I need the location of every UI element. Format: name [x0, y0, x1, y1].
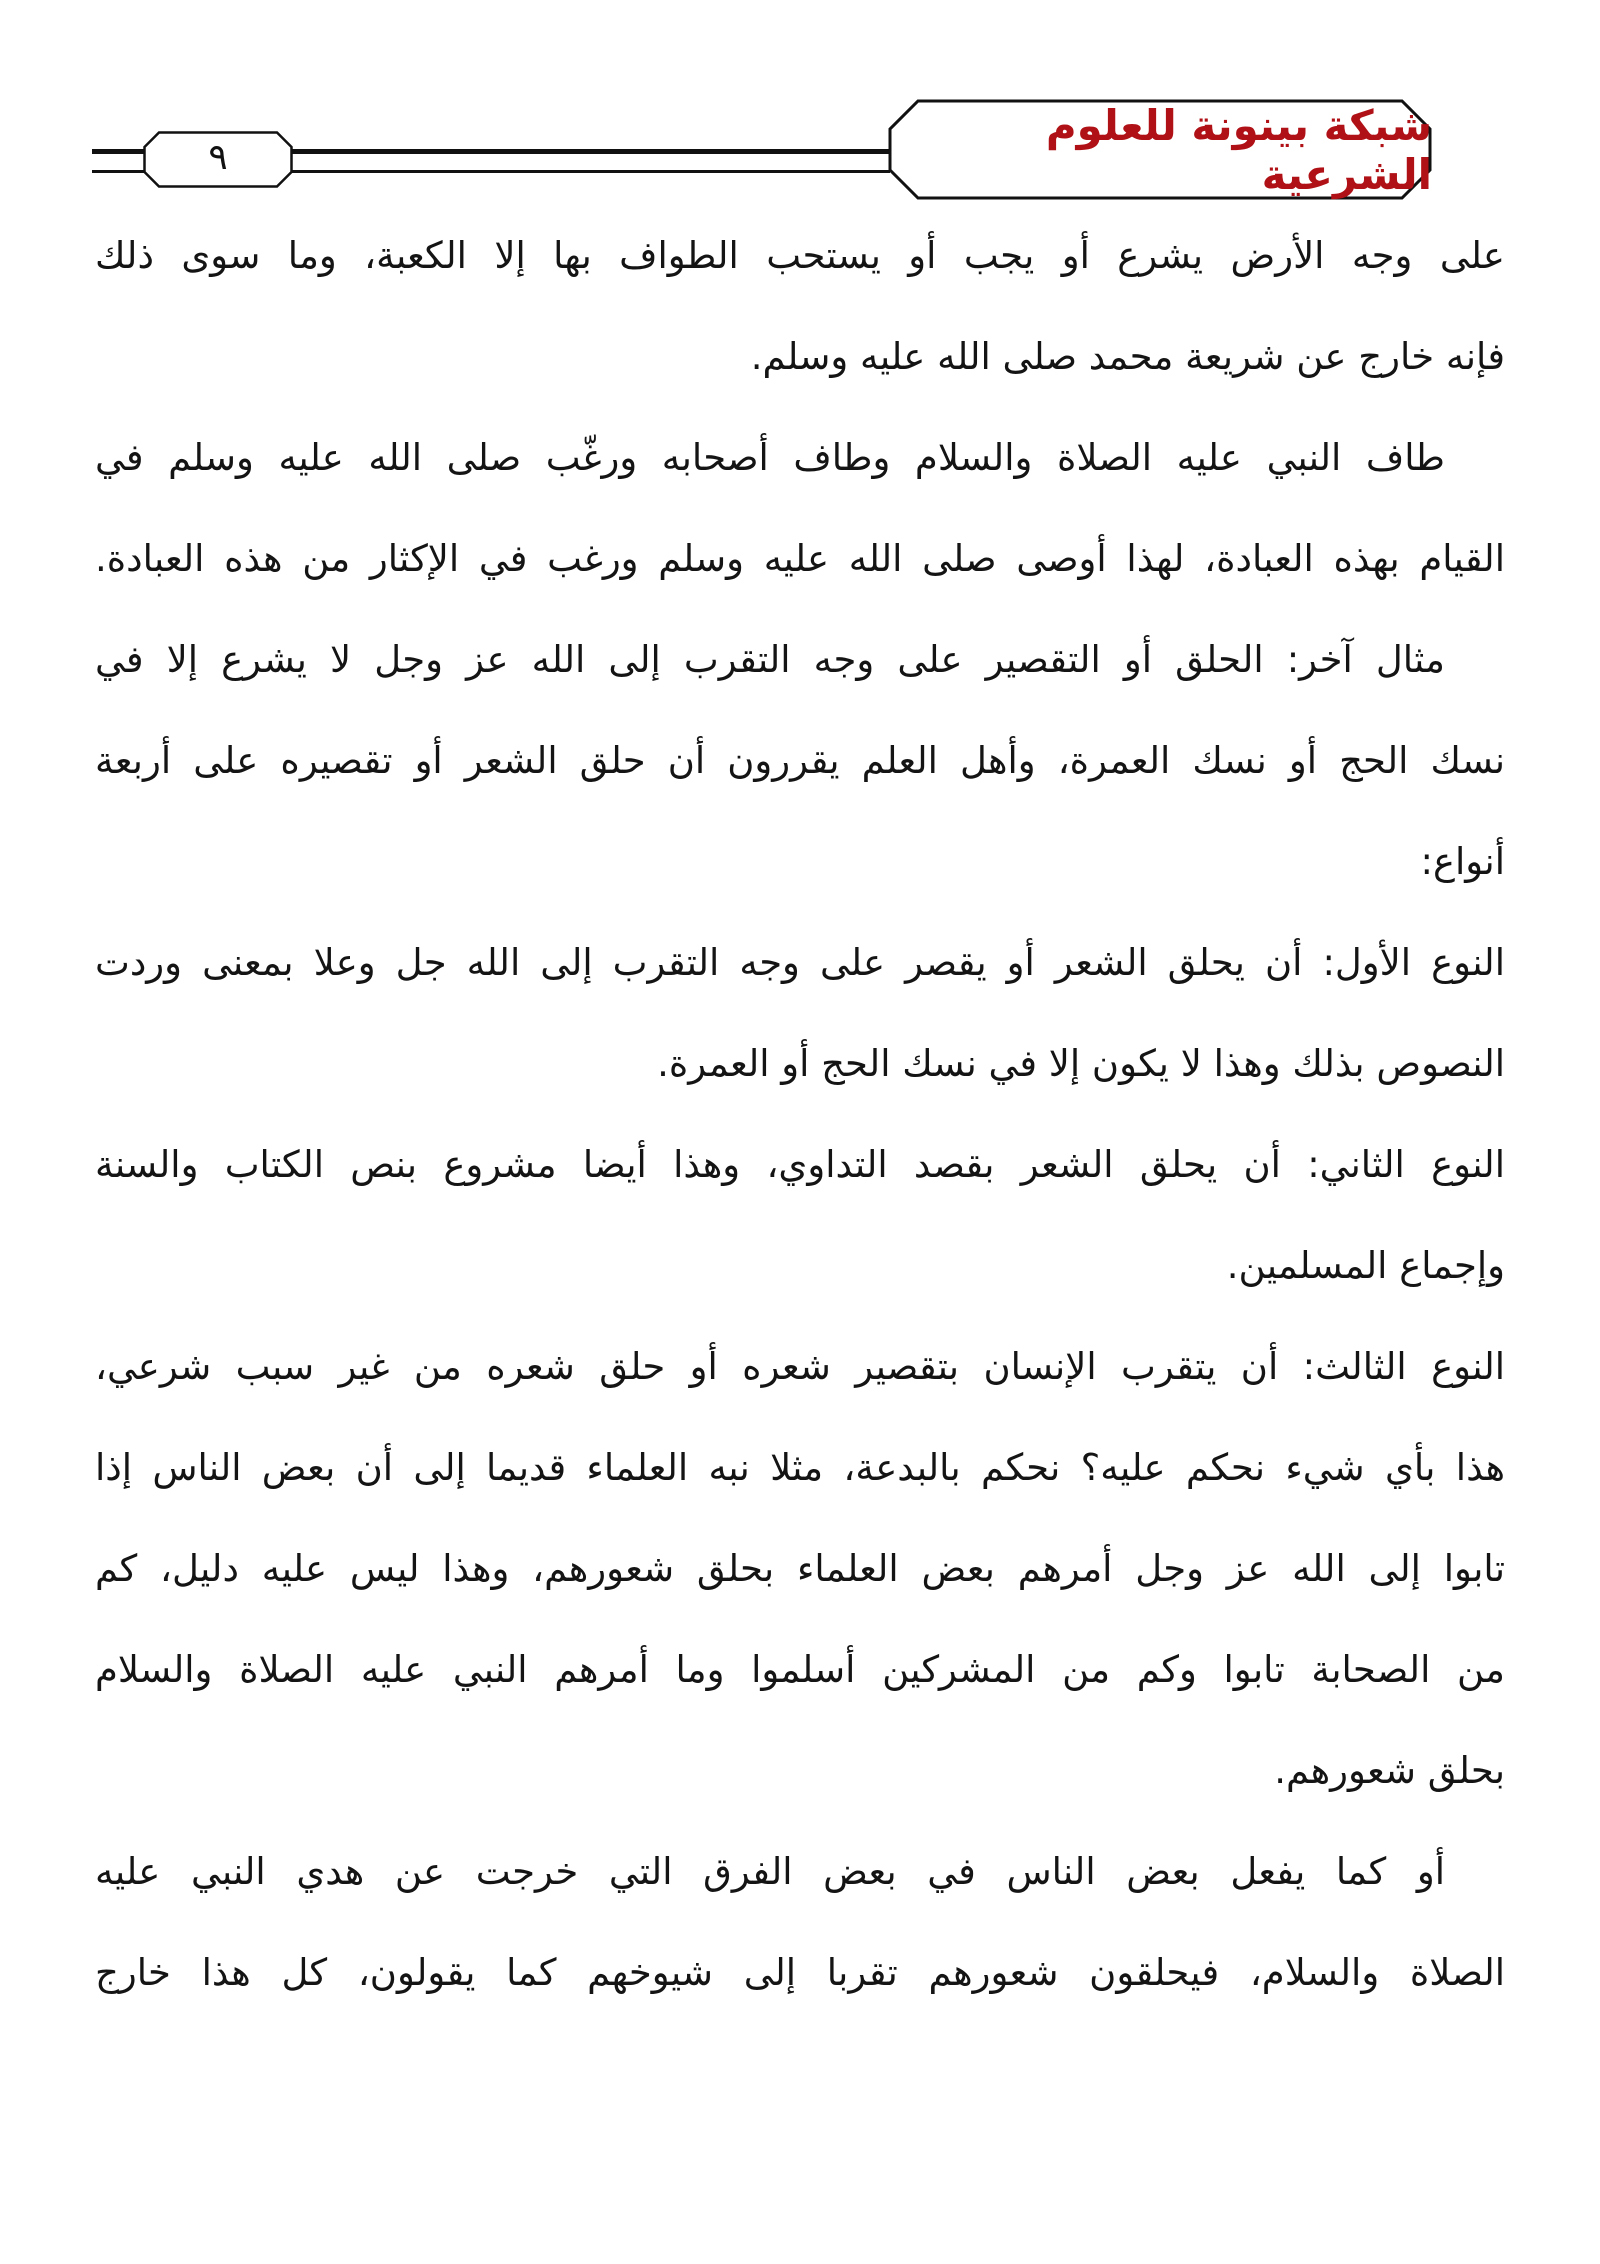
- text-line: النوع الثاني: أن يحلق الشعر بقصد التداوي، وهذا أيضا مشروع بنص الكتاب والسنة: [95, 1143, 1505, 1186]
- text-line: وإجماع المسلمين.: [1226, 1244, 1505, 1287]
- text-line: النصوص بذلك وهذا لا يكون إلا في نسك الحج أو العمرة.: [657, 1042, 1505, 1085]
- page-number-box: [143, 131, 293, 188]
- site-title-box: [888, 99, 1432, 200]
- text-line: الصلاة والسلام، فيحلقون شعورهم تقربا إلى شيوخهم كما يقولون، كل هذا خارج: [95, 1951, 1505, 1994]
- text-line: تابوا إلى الله عز وجل أمرهم بعض العلماء بحلق شعورهم، وهذا ليس عليه دليل، كم: [95, 1547, 1505, 1590]
- site-title: شبكة بينونة للعلوم الشرعية: [1045, 100, 1432, 199]
- text-line: القيام بهذه العبادة، لهذا أوصى صلى الله عليه وسلم ورغب في الإكثار من هذه العبادة.: [95, 537, 1505, 580]
- text-line: على وجه الأرض يشرع أو يجب أو يستحب الطواف بها إلا الكعبة، وما سوى ذلك: [95, 234, 1505, 277]
- text-line: بحلق شعورهم.: [1274, 1749, 1505, 1792]
- text-line: أنواع:: [1420, 840, 1505, 883]
- text-line: النوع الأول: أن يحلق الشعر أو يقصر على وجه التقرب إلى الله جل وعلا بمعنى وردت: [95, 941, 1505, 984]
- text-line: فإنه خارج عن شريعة محمد صلى الله عليه وسلم.: [750, 335, 1505, 378]
- text-line: نسك الحج أو نسك العمرة، وأهل العلم يقررون أن حلق الشعر أو تقصيره على أربعة: [95, 739, 1505, 782]
- text-line: طاف النبي عليه الصلاة والسلام وطاف أصحابه ورغّب صلى الله عليه وسلم في: [95, 436, 1445, 479]
- text-line: مثال آخر: الحلق أو التقصير على وجه التقرب إلى الله عز وجل لا يشرع إلا في: [95, 638, 1445, 681]
- text-line: أو كما يفعل بعض الناس في بعض الفرق التي خرجت عن هدي النبي عليه: [95, 1850, 1445, 1893]
- text-line: من الصحابة تابوا وكم من المشركين أسلموا وما أمرهم النبي عليه الصلاة والسلام: [95, 1648, 1505, 1691]
- text-line: هذا بأي شيء نحكم عليه؟ نحكم بالبدعة، مثلا نبه العلماء قديما إلى أن بعض الناس إذا: [95, 1446, 1505, 1489]
- body-text: [95, 205, 1505, 2023]
- page-number: ٩: [208, 137, 228, 178]
- text-line: النوع الثالث: أن يتقرب الإنسان بتقصير شعره أو حلق شعره من غير سبب شرعي،: [95, 1345, 1505, 1388]
